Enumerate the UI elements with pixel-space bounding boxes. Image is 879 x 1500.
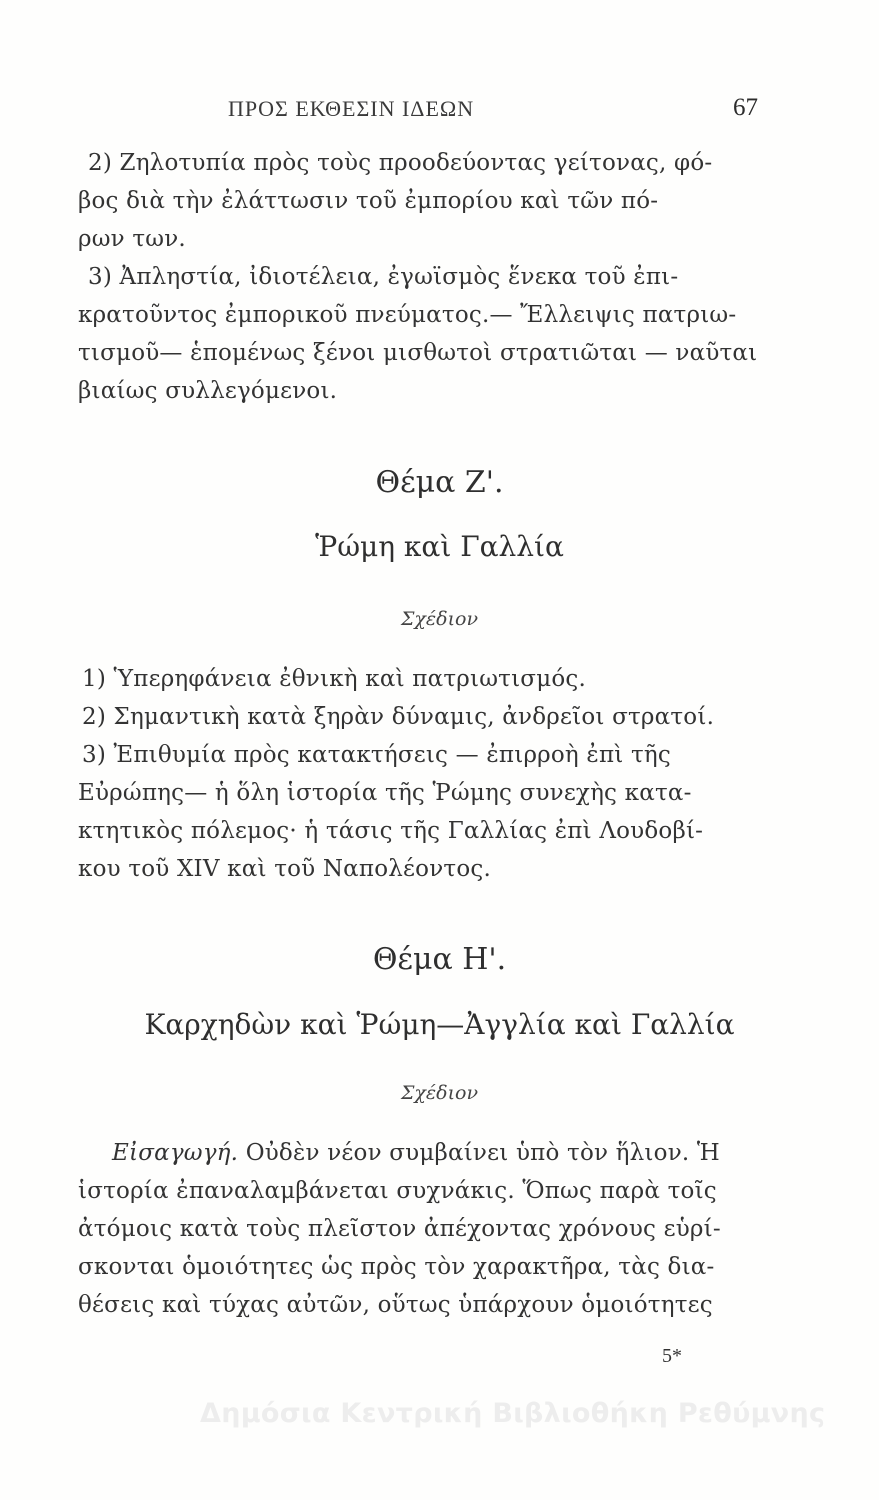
section-title: Θέμα Ζ'. (375, 465, 504, 500)
text-line (112, 1140, 720, 1166)
library-watermark: Δημόσια Κεντρική Βιβλιοθήκη Ρεθύμνης (200, 1398, 826, 1429)
page-header (78, 96, 758, 126)
section-subtitle: Καρχηδὼν καὶ Ῥώμη—Ἀγγλία καὶ Γαλλία (144, 1008, 735, 1041)
text-line: 2) Σημαντικὴ κατὰ ξηρὰν δύναμις, ἀνδρεῖοι στρατοί. (82, 704, 715, 730)
text-line: ρων των. (78, 226, 186, 252)
running-head: ΠΡΟΣ ΕΚΘΕΣΙΝ ΙΔΕΩΝ (228, 96, 475, 121)
text-line: κτητικὸς πόλεμος· ἡ τάσις τῆς Γαλλίας ἐπὶ Λουδοβί- (78, 818, 704, 844)
text-line: ἀτόμοις κατὰ τοὺς πλεῖστον ἀπέχοντας χρόνους εὑρί- (78, 1216, 721, 1242)
text-line: κου τοῦ XIV καὶ τοῦ Ναπολέοντος. (78, 856, 491, 882)
text-line: θέσεις καὶ τύχας αὐτῶν, οὕτως ὑπάρχουν ὁμοιότητες (78, 1292, 713, 1318)
text-line: 3) Ἀπληστία, ἰδιοτέλεια, ἐγωϊσμὸς ἕνεκα τοῦ ἐπι- (88, 264, 679, 290)
text-line: 1) Ὑπερηφάνεια ἐθνικὴ καὶ πατριωτισμός. (82, 666, 586, 692)
text-line: 3) Ἐπιθυμία πρὸς κατακτήσεις — ἐπιρροὴ ἐπὶ τῆς (82, 742, 671, 768)
text-line: σκονται ὁμοιότητες ὡς πρὸς τὸν χαρακτῆρα, τὰς δια- (78, 1254, 715, 1280)
intro-text: Οὐδὲν νέον συμβαίνει ὑπὸ τὸν ἥλιον. Ἡ (238, 1140, 720, 1166)
section-subtitle: Ῥώμη καὶ Γαλλία (315, 530, 564, 563)
sketch-label: Σχέδιον (400, 608, 479, 630)
text-line: Εὐρώπης— ἡ ὅλη ἱστορία τῆς Ῥώμης συνεχὴς κατα- (78, 780, 692, 806)
text-line: κρατοῦντος ἐμπορικοῦ πνεύματος.— Ἔλλειψις πατριω- (78, 302, 737, 328)
text-line: βος διὰ τὴν ἐλάττωσιν τοῦ ἐμπορίου καὶ τῶν πό- (78, 188, 659, 214)
text-line: ἱστορία ἐπαναλαμβάνεται συχνάκις. Ὅπως παρὰ τοῖς (78, 1178, 717, 1204)
text-line: βιαίως συλλεγόμενοι. (78, 378, 338, 404)
signature-mark: 5* (662, 1345, 682, 1367)
intro-label: Εἰσαγωγή. (112, 1140, 239, 1166)
text-line: 2) Ζηλοτυπία πρὸς τοὺς προοδεύοντας γείτονας, φό- (88, 150, 713, 176)
text-line: τισμοῦ— ἑπομένως ξένοι μισθωτοὶ στρατιῶται — ναῦται (78, 340, 758, 366)
page-number: 67 (733, 94, 758, 121)
section-title: Θέμα Η'. (372, 942, 507, 977)
sketch-label: Σχέδιον (400, 1082, 479, 1104)
